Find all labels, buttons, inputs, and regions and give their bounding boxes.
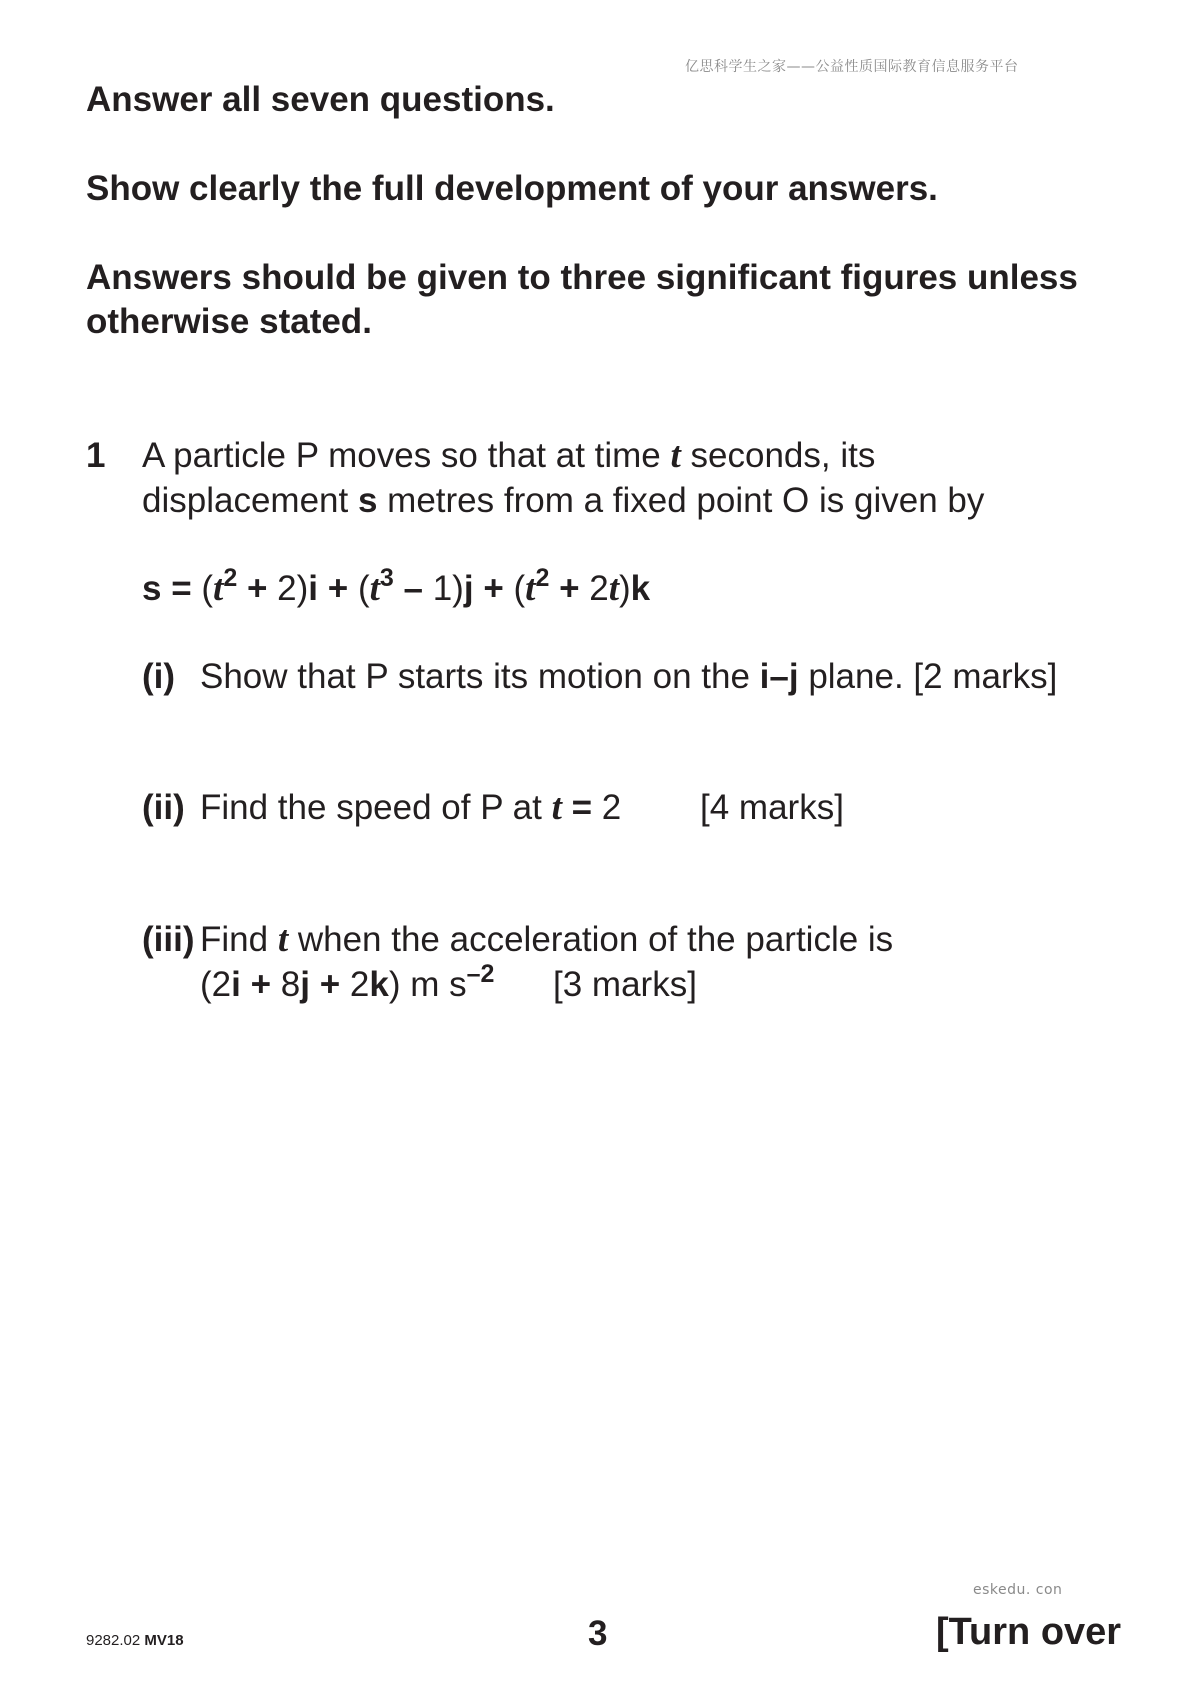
eq-paren: ( [201,569,214,608]
eq-paren: ( [357,569,370,608]
intro-text: displacement [142,481,349,520]
instruction-otherwise-stated: otherwise stated. [86,302,372,341]
eq-plus: + [483,569,504,608]
part-iii-acceleration [200,960,495,1007]
part-ii-text [200,786,621,830]
part-i-body: plane. [808,657,904,696]
eq-t: t [213,568,224,609]
eq-equals: = [171,569,192,608]
part-i-plane: i–j [759,657,799,696]
part-iii-marks: [3 marks] [553,965,697,1004]
part-iii-body: Find [200,920,269,959]
paper-code [86,1632,184,1649]
watermark-top: 亿思科学生之家——公益性质国际教育信息服务平台 [685,59,1019,75]
part-ii-label: (ii) [142,788,185,827]
acc-unit-j: j [300,965,310,1004]
acc-paren: ) [388,965,401,1004]
eq-s: s [142,569,162,608]
acc-unit: m s [410,965,467,1004]
intro-text: seconds, its [690,436,876,475]
instruction-significant-figures: Answers should be given to three significant figures unless [86,258,1078,297]
paper-code-number: 9282.02 [86,1632,141,1649]
part-ii-t: t [551,787,562,828]
watermark-bottom: eskedu. con [973,1582,1063,1598]
eq-t: t [525,568,536,609]
intro-text: A particle P moves so that at time [142,436,661,475]
eq-plus: + [246,569,268,608]
part-iii-label: (iii) [142,920,195,959]
eq-minus: – [403,569,423,608]
part-i-text [200,655,1057,699]
instruction-answer-all: Answer all seven questions. [86,80,555,119]
instruction-show-development: Show clearly the full development of your answers. [86,169,938,208]
part-i-body: Show that P starts its motion on the [200,657,750,696]
paper-code-series: MV18 [144,1632,184,1649]
part-ii-value: 2 [601,788,622,827]
eq-plus: + [327,569,349,608]
eq-exponent: 2 [223,564,238,592]
turn-over: [Turn over [936,1611,1122,1653]
part-ii-equals: = [571,788,593,827]
question-number: 1 [86,436,106,475]
acc-unit-exponent: –2 [466,960,495,988]
part-iii-text [200,918,893,962]
acc-number: 8 [280,965,301,1004]
part-ii-marks: [4 marks] [700,788,844,827]
eq-number: 2) [277,569,309,608]
part-iii-t: t [277,919,289,960]
part-iii-body: when the acceleration of the particle is [297,920,894,959]
eq-number: 1) [432,569,464,608]
eq-paren: ( [513,569,526,608]
eq-exponent: 2 [535,564,550,592]
acc-unit-k: k [369,965,389,1004]
intro-text: metres from a fixed point O is given by [387,481,985,520]
eq-unit-k: k [630,569,651,608]
eq-plus: + [559,569,580,608]
displacement-equation [142,564,651,611]
acc-paren: (2 [200,965,232,1004]
eq-unit-j: j [463,569,474,608]
eq-t: t [369,568,380,609]
eq-unit-i: i [308,569,319,608]
part-i-label: (i) [142,657,176,696]
acc-unit-i: i [231,965,241,1004]
variable-t: t [670,435,681,476]
page-number: 3 [588,1614,608,1653]
eq-t: t [608,568,620,609]
part-i-marks: [2 marks] [913,657,1058,696]
acc-number: 2 [349,965,370,1004]
vector-s: s [357,481,378,520]
eq-paren: ) [619,569,631,608]
eq-exponent: 3 [379,564,394,592]
part-ii-body: Find the speed of P at [200,788,542,827]
question-intro-line1 [142,434,875,478]
question-intro-line2 [142,479,984,523]
acc-plus: + [319,965,341,1004]
eq-number: 2 [589,569,609,608]
acc-plus: + [250,965,272,1004]
